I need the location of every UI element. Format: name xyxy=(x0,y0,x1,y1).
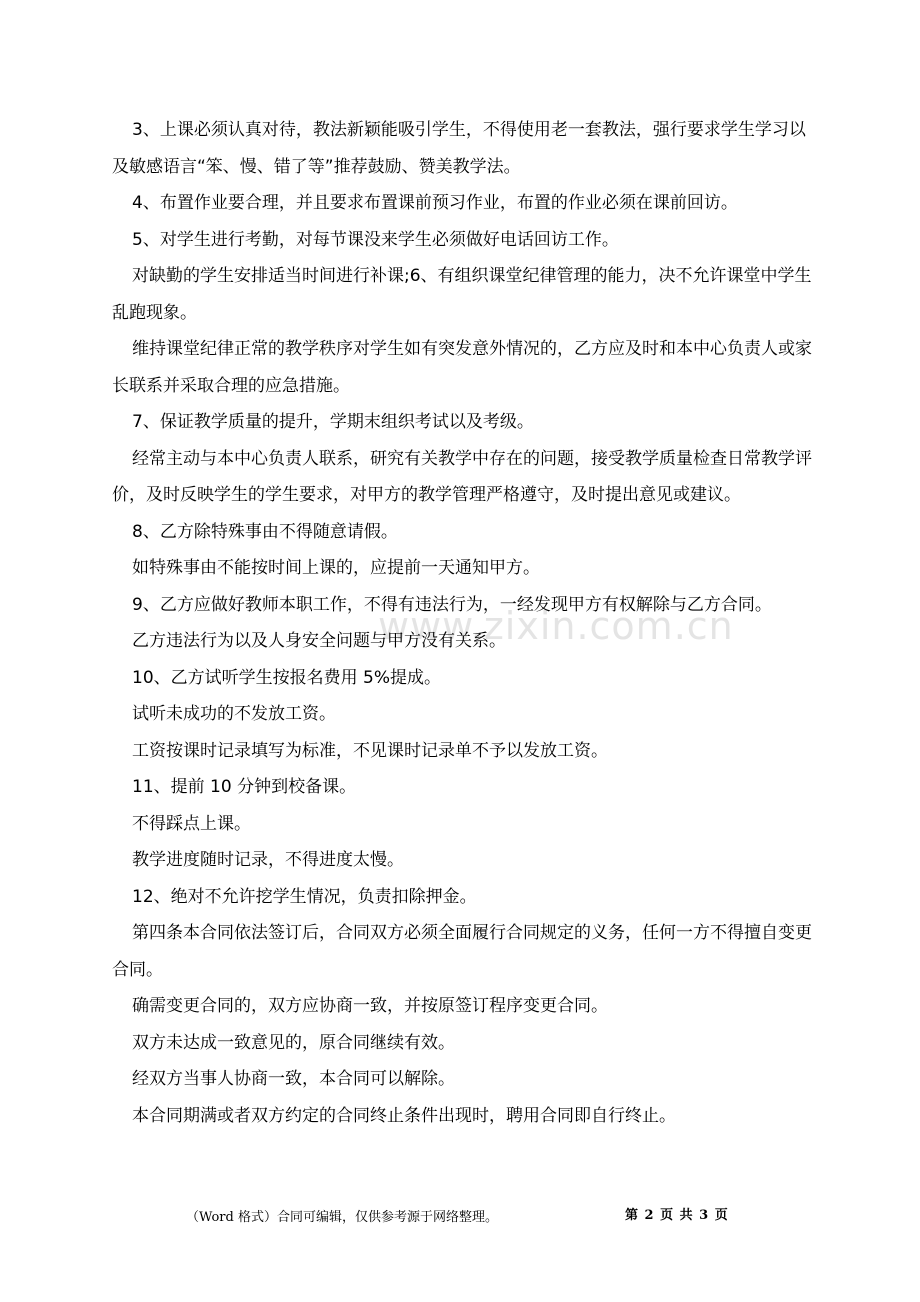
paragraph: 不得踩点上课。 xyxy=(132,813,251,834)
paragraph: 8、乙方除特殊事由不得随意请假。 xyxy=(132,521,398,542)
paragraph: 试听未成功的不发放工资。 xyxy=(132,704,336,724)
paragraph: 9、乙方应做好教师本职工作，不得有违法行为，一经发现甲方有权解除与乙方合同。 xyxy=(132,594,772,615)
paragraph: 乙方违法行为以及人身安全问题与甲方没有关系。 xyxy=(132,631,506,651)
paragraph: 确需变更合同的，双方应协商一致，并按原签订程序变更合同。 xyxy=(132,996,608,1016)
paragraph: 12、绝对不允许挖学生情况，负责扣除押金。 xyxy=(132,886,477,907)
paragraph: 教学进度随时记录，不得进度太慢。 xyxy=(132,850,404,870)
document-body xyxy=(112,112,820,1134)
paragraph: 双方未达成一致意见的，原合同继续有效。 xyxy=(132,1032,455,1053)
paragraph: 工资按课时记录填写为标准，不见课时记录单不予以发放工资。 xyxy=(132,740,608,761)
paragraph: 4、布置作业要合理，并且要求布置课前预习作业，布置的作业必须在课前回访。 xyxy=(132,193,738,213)
page-number: 第 2 页 共 3 页 xyxy=(625,1208,729,1223)
footer-note: （Word 格式）合同可编辑，仅供参考源于网络整理。 xyxy=(186,1210,498,1225)
paragraph: 5、对学生进行考勤，对每节课没来学生必须做好电话回访工作。 xyxy=(132,229,619,250)
paragraph: 7、保证教学质量的提升，学期末组织考试以及考级。 xyxy=(132,412,534,432)
paragraph: 3、上课必须认真对待，教法新颖能吸引学生，不得使用老一套教法，强行要求学生学习以及敏感语言“笨、慢、错了等”推荐鼓励、赞美教学法。 xyxy=(112,120,806,177)
paragraph: 维持课堂纪律正常的教学秩序对学生如有突发意外情况的，乙方应及时和本中心负责人或家长联系并采取合理的应急措施。 xyxy=(112,339,812,396)
paragraph: 11、提前 10 分钟到校备课。 xyxy=(132,777,357,797)
paragraph: 本合同期满或者双方约定的合同终止条件出现时，聘用合同即自行终止。 xyxy=(132,1105,676,1126)
paragraph: 对缺勤的学生安排适当时间进行补课;6、有组织课堂纪律管理的能力，决不允许课堂中学生乱跑现象。 xyxy=(112,266,812,323)
paragraph: 经常主动与本中心负责人联系，研究有关教学中存在的问题，接受教学质量检查日常教学评价，及时反映学生的学生要求，对甲方的教学管理严格遵守，及时提出意见或建议。 xyxy=(112,448,812,505)
paragraph: 如特殊事由不能按时间上课的，应提前一天通知甲方。 xyxy=(132,558,540,578)
watermark: www.zixin.com.cn xyxy=(378,604,734,648)
paragraph: 经双方当事人协商一致，本合同可以解除。 xyxy=(132,1069,455,1089)
paragraph: 10、乙方试听学生按报名费用 5%提成。 xyxy=(132,667,442,688)
paragraph: 第四条本合同依法签订后，合同双方必须全面履行合同规定的义务，任何一方不得擅自变更合同。 xyxy=(112,923,812,980)
